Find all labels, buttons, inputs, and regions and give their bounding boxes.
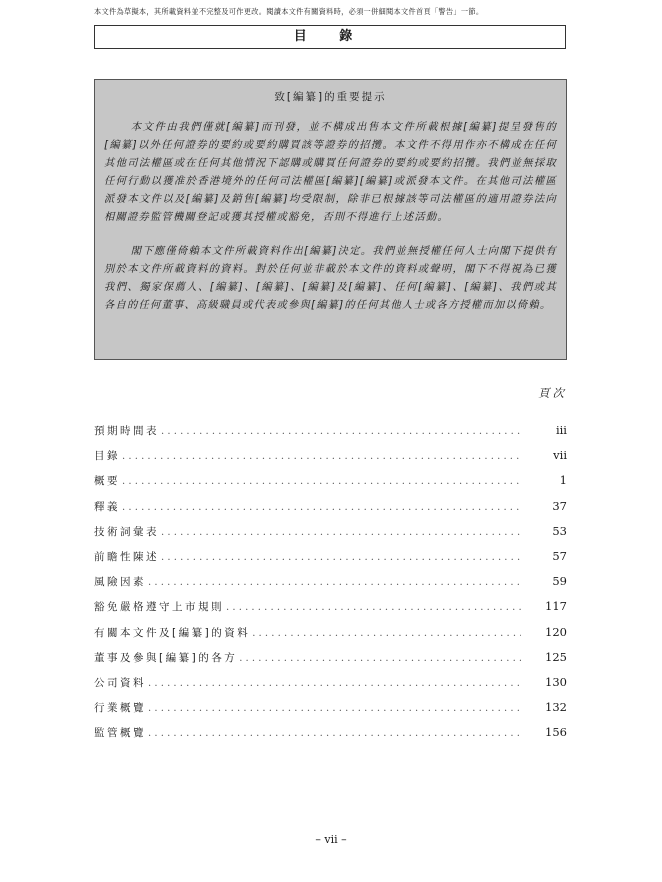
toc-entry[interactable] (94, 571, 567, 596)
notice-paragraph: 本文件由我們僅就[編纂]而刊發，並不構成出售本文件所載根據[編纂]提呈發售的[編纂]以外任何證券的要約或要約購買該等證券的招攬。本文件不得用作亦不構成在任何其他司法權區或在任何其他情況下認購或購買任何證券的要約或要約招攬。我們並無採取任何行動以獲准於香港境外的任何司法權區[編纂][編纂]或派發本文件。在其他司法權區派發本文件以及[編纂]及銷售[編纂]均受限制，除非已根據該等司法權區的適用證券法向相關證券監管機關登記或獲其授權或豁免，否則不得進行上述活動。 (104, 121, 557, 223)
toc-entry-page[interactable]: 1 (559, 473, 567, 488)
toc-leader-dots (122, 498, 521, 518)
toc-entry-page[interactable]: 125 (545, 649, 567, 664)
toc-entry[interactable] (94, 420, 567, 445)
draft-notice: 本文件為草擬本，其所載資料並不完整及可作更改。閱讀本文件有關資料時，必須一併細閱本文件首頁「警告」一節。 (94, 7, 484, 16)
toc-entry-page[interactable]: 156 (545, 725, 567, 740)
toc-entry-label[interactable]: 預期時間表 (94, 425, 159, 437)
notice-title: 致[編纂]的重要提示 (274, 91, 387, 103)
toc-entry[interactable] (94, 697, 567, 722)
toc-leader-dots (161, 523, 521, 543)
toc-entry[interactable] (94, 622, 567, 647)
toc-leader-dots (252, 624, 521, 644)
toc-entry-page[interactable]: 130 (545, 674, 567, 689)
toc-entry[interactable] (94, 445, 567, 470)
toc-entry-label[interactable]: 行業概覽 (94, 702, 146, 715)
toc-entry-page[interactable]: 57 (552, 548, 567, 563)
toc-entry[interactable] (94, 546, 567, 571)
toc-entry-page[interactable]: 37 (552, 498, 567, 513)
toc-leader-dots (148, 573, 521, 593)
page-title: 目 錄 (94, 25, 566, 49)
toc-entry-page[interactable]: 120 (545, 624, 567, 639)
toc-entry[interactable] (94, 722, 567, 747)
toc-entry-label[interactable]: 概要 (94, 475, 120, 488)
toc-leader-dots (122, 472, 521, 492)
toc-entry-label[interactable]: 公司資料 (94, 676, 146, 689)
toc-entry-page[interactable]: 117 (545, 599, 567, 614)
toc-entry-page[interactable]: vii (553, 448, 567, 463)
page-number-footer: – vii – (315, 833, 347, 846)
toc-entry-label[interactable]: 豁免嚴格遵守上市規則 (94, 601, 224, 614)
toc-entry-label[interactable]: 監管概覽 (94, 727, 146, 740)
toc-leader-dots (148, 699, 521, 719)
toc-leader-dots (122, 447, 521, 467)
toc-entry-label[interactable]: 董事及參與[編纂]的各方 (94, 651, 238, 664)
toc-entry-label[interactable]: 前瞻性陳述 (94, 550, 159, 563)
page-column-label: 頁次 (538, 386, 567, 400)
toc-entry[interactable] (94, 496, 567, 521)
toc-leader-dots (239, 649, 521, 669)
toc-entry[interactable] (94, 672, 567, 697)
notice-paragraph: 閣下應僅倚賴本文件所載資料作出[編纂]決定。我們並無授權任何人士向閣下提供有別於本文件所載資料的資料。對於任何並非載於本文件的資料或聲明，閣下不得視為已獲我們、獨家保薦人、[編纂]、[編纂]、[編纂]及[編纂]、任何[編纂]、[編纂]、我們或其各自的任何董事、高級職員或代表或參與[編纂]的任何其他人士或各方授權而加以倚賴。 (104, 245, 557, 311)
toc-leader-dots (148, 674, 521, 694)
toc-entry-label[interactable]: 目錄 (94, 450, 120, 463)
toc-leader-dots (161, 422, 521, 442)
toc-entry[interactable] (94, 470, 567, 495)
important-notice-box (94, 79, 567, 360)
toc-entry-label[interactable]: 技術詞彙表 (94, 525, 159, 538)
toc-entry-page[interactable]: 59 (552, 574, 567, 589)
toc-entry-label[interactable]: 風險因素 (94, 576, 146, 589)
toc-entry[interactable] (94, 521, 567, 546)
toc-leader-dots (226, 598, 521, 618)
toc-leader-dots (148, 724, 521, 744)
toc-entry[interactable] (94, 647, 567, 672)
toc-entry-label[interactable]: 釋義 (94, 500, 120, 513)
toc-leader-dots (161, 548, 521, 568)
toc-entry-label[interactable]: 有關本文件及[編纂]的資料 (94, 626, 251, 639)
toc-entry-page[interactable]: iii (555, 423, 567, 437)
table-of-contents (94, 420, 567, 747)
toc-entry-page[interactable]: 132 (545, 700, 567, 715)
toc-entry-page[interactable]: 53 (552, 523, 567, 538)
toc-entry[interactable] (94, 596, 567, 621)
